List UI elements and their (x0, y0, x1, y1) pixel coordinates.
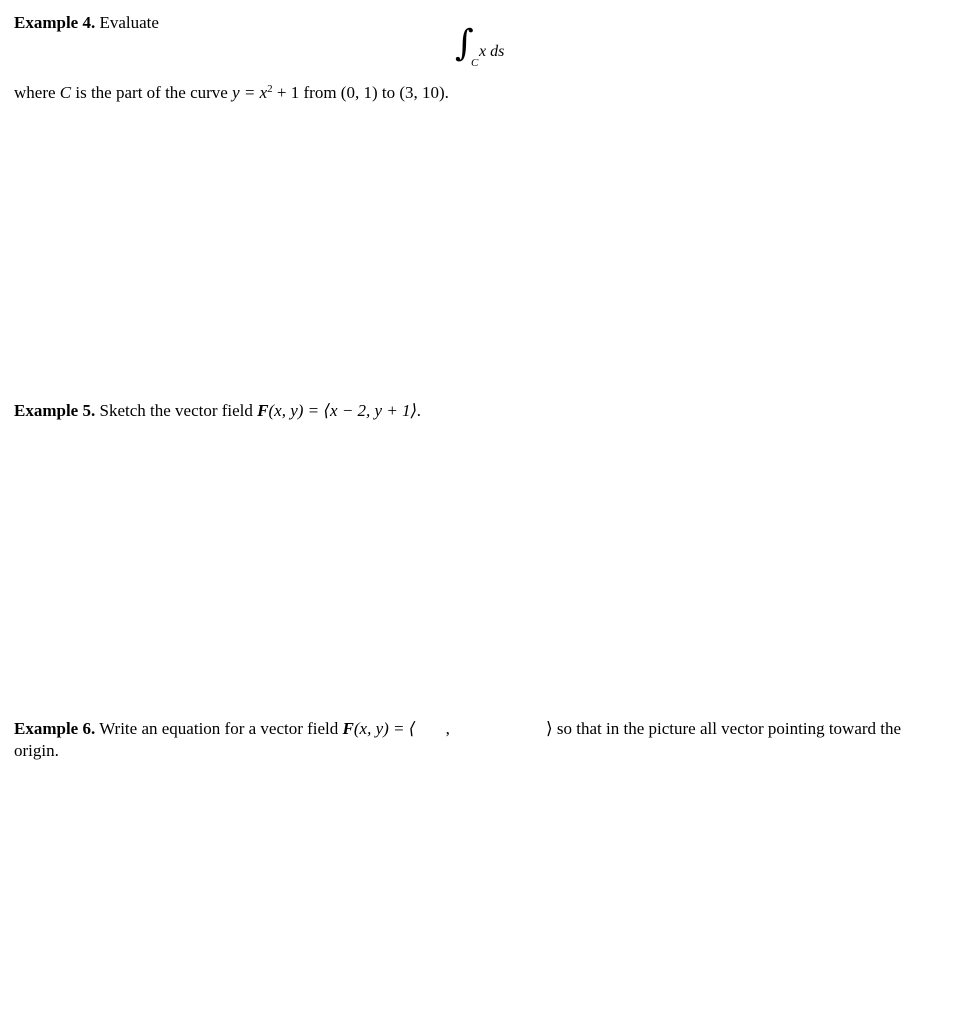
where-prefix: where (14, 83, 56, 102)
example-6-heading (14, 719, 948, 739)
equation-rhs: + 1 (276, 83, 300, 102)
example-5-text: Sketch the vector field (99, 401, 253, 420)
where-mid: is the part of the curve (75, 83, 228, 102)
integral-subscript: C (471, 57, 479, 69)
example-5-heading (14, 401, 421, 421)
point-start: (0, 1) (340, 83, 378, 102)
example-6-label: Example 6. (14, 719, 96, 738)
example-4-heading (14, 13, 159, 33)
to-word: to (381, 83, 396, 102)
example-5-field-name: F (257, 401, 269, 420)
from-word: from (303, 83, 337, 102)
example-6-close: ⟩ (546, 719, 553, 738)
example-4-description (14, 83, 449, 103)
example-6-field-args: (x, y) = ⟨ (353, 719, 416, 738)
curve-variable: C (59, 83, 72, 102)
example-6-rest-line2: origin. (14, 741, 59, 760)
example-6-comma: , (445, 719, 450, 738)
example-6-field-name: F (342, 719, 354, 738)
example-4-integral (452, 23, 532, 80)
equation-exponent: 2 (267, 83, 273, 95)
example-5-label: Example 5. (14, 401, 96, 420)
point-end: (3, 10). (399, 83, 449, 102)
integrand: x ds (479, 43, 505, 60)
equation-lhs: y = x (232, 83, 268, 102)
example-4-label: Example 4. (14, 13, 96, 32)
example-6-continuation (14, 741, 59, 761)
example-6-rest-line1: so that in the picture all vector pointing toward the (556, 719, 902, 738)
example-6-right-part (546, 719, 901, 739)
example-5-field-args: (x, y) = ⟨x − 2, y + 1⟩. (268, 401, 422, 420)
example-4-intro: Evaluate (99, 13, 159, 32)
integral-sign: ∫ (455, 23, 474, 64)
example-6-text: Write an equation for a vector field (99, 719, 339, 738)
